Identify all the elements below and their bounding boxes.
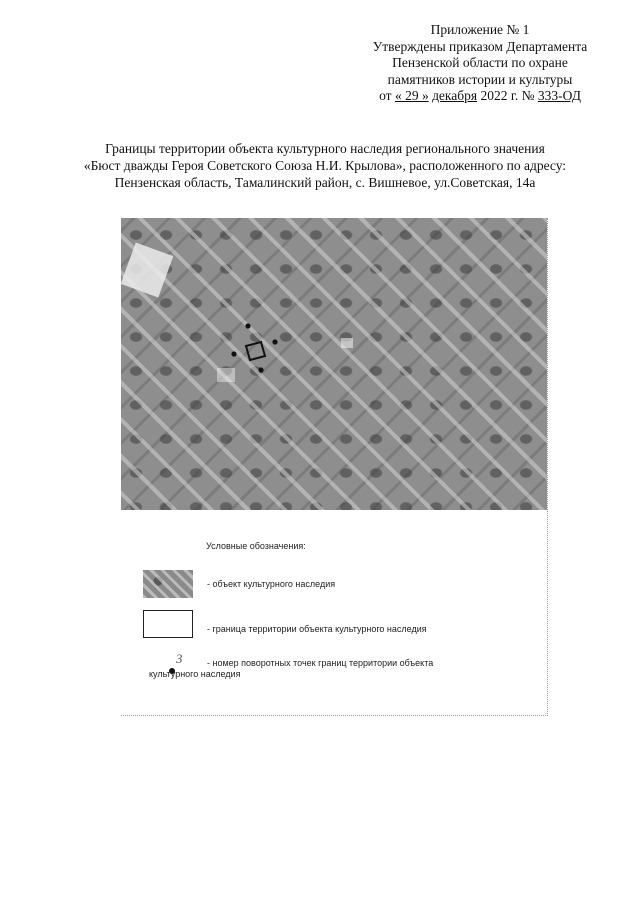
order-date-line: [330, 88, 630, 105]
document-title: [40, 140, 610, 191]
satellite-map: [121, 218, 547, 510]
point-label-line-1: - номер поворотных точек границ территории объекта: [207, 658, 434, 668]
point-number-sample: 3: [176, 651, 183, 666]
legend-title: Условные обозначения:: [206, 541, 306, 551]
boundary-swatch: [143, 610, 193, 638]
boundary-point-1: [245, 323, 250, 328]
boundary-point-3: [258, 367, 263, 372]
date-day: « 29 »: [394, 88, 429, 103]
object-swatch: [143, 570, 193, 598]
boundary-figure: [121, 218, 548, 716]
point-label: [149, 658, 434, 680]
order-number: 333-ОД: [537, 88, 581, 103]
department-line: Пензенской области по охране: [392, 55, 568, 70]
boundary-point-2: [272, 339, 277, 344]
appendix-header: [330, 22, 630, 105]
appendix-number: Приложение № 1: [430, 22, 530, 37]
date-prefix: от: [379, 88, 395, 103]
approval-line: Утверждены приказом Департамента: [372, 38, 588, 54]
title-line-3: Пензенская область, Тамалинский район, с. Вишневое, ул.Советская, 14а: [114, 175, 536, 190]
title-line-1: Границы территории объекта культурного наследия регионального значения: [105, 141, 545, 156]
boundary-point-4: [231, 351, 236, 356]
point-label-line-2: культурного наследия: [149, 669, 241, 679]
boundary-label: - граница территории объекта культурного наследия: [207, 624, 427, 634]
date-year: 2022 г. №: [477, 88, 538, 103]
heritage-object-boundary: [246, 342, 265, 360]
title-line-2: «Бюст дважды Героя Советского Союза Н.И. Крылова», расположенного по адресу:: [83, 158, 567, 173]
department-line-2: памятников истории и культуры: [387, 71, 573, 87]
date-month: декабря: [432, 88, 478, 103]
object-label: - объект культурного наследия: [207, 579, 336, 589]
map-boundary-overlay: [121, 218, 547, 510]
